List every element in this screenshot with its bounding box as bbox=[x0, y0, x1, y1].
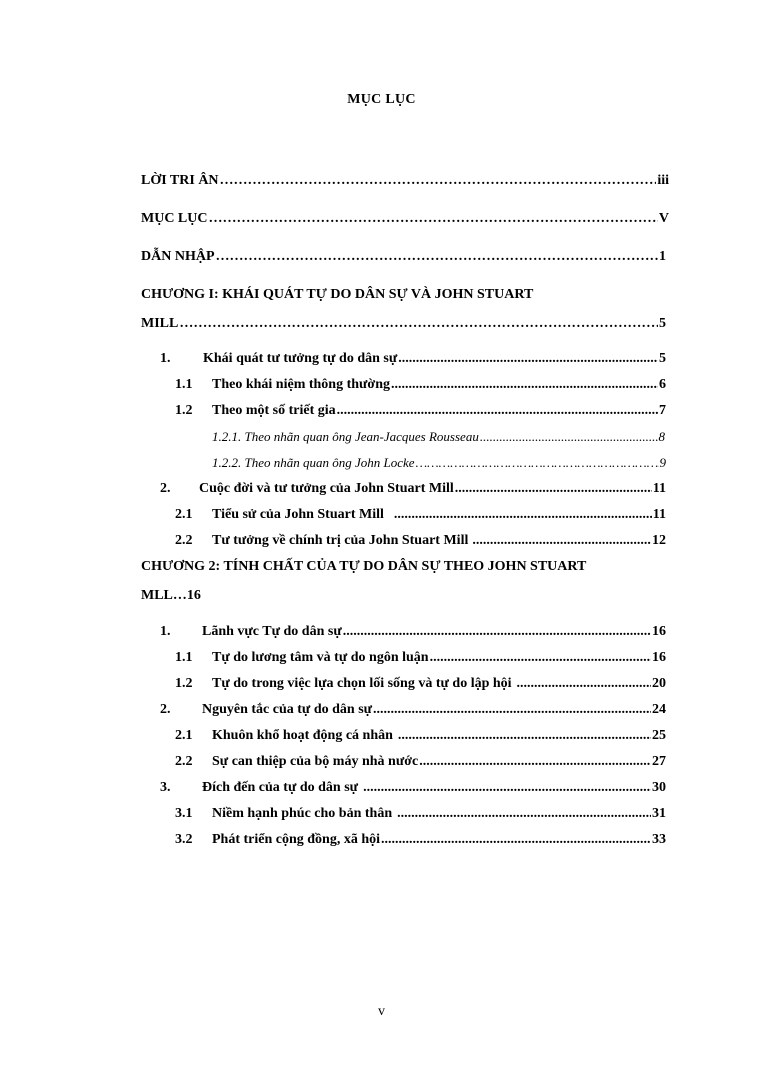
page-title: MỤC LỤC bbox=[347, 92, 416, 107]
toc-number: 1. bbox=[160, 351, 171, 366]
toc-label: Tư tưởng về chính trị của John Stuart Mill bbox=[212, 533, 469, 548]
leader-dots bbox=[363, 779, 651, 797]
chapter2-heading[interactable]: CHƯƠNG 2: TÍNH CHẤT CỦA TỰ DO DÂN SỰ THEO JOHN STUART bbox=[141, 559, 587, 574]
toc-page: 33 bbox=[652, 832, 666, 847]
toc-entry-dan-nhap[interactable] bbox=[141, 248, 666, 266]
leader-dots bbox=[394, 506, 652, 524]
leader-dots bbox=[517, 675, 651, 693]
toc-page: 11 bbox=[652, 481, 666, 496]
toc-page: iii bbox=[657, 173, 669, 188]
toc-page: 1 bbox=[659, 249, 666, 264]
toc-label: Khái quát tư tưởng tự do dân sự bbox=[203, 351, 398, 366]
toc-entry-c2-3-2[interactable] bbox=[175, 831, 666, 849]
toc-label: Khuôn khổ hoạt động cá nhân bbox=[212, 728, 393, 743]
leader-dots bbox=[455, 480, 652, 498]
toc-number: 1. bbox=[160, 624, 171, 639]
leader-dots bbox=[430, 649, 651, 667]
toc-page: 16 bbox=[652, 624, 666, 639]
toc-page: 6 bbox=[659, 377, 666, 392]
leader-dots bbox=[381, 831, 651, 849]
toc-entry-1-1[interactable] bbox=[175, 376, 666, 394]
toc-entry-2-1[interactable] bbox=[175, 506, 666, 524]
page-number-footer: v bbox=[378, 1004, 385, 1019]
toc-label: 1.2.2. Theo nhãn quan ông John Locke bbox=[212, 455, 415, 470]
toc-entry-c2-1-1[interactable] bbox=[175, 649, 666, 667]
toc-number: 1.1 bbox=[175, 377, 193, 392]
toc-label: Đích đến của tự do dân sự bbox=[202, 780, 359, 795]
toc-entry-c2-2-1[interactable] bbox=[175, 727, 666, 745]
toc-number: 2.1 bbox=[175, 728, 193, 743]
toc-page: 27 bbox=[652, 754, 666, 769]
leader-dots bbox=[337, 402, 658, 420]
toc-entry-muc-luc[interactable] bbox=[141, 210, 669, 228]
toc-entry-1-2[interactable] bbox=[175, 402, 666, 420]
toc-page: 5 bbox=[659, 316, 666, 331]
toc-label: MILL bbox=[141, 316, 179, 331]
toc-label: Tự do lương tâm và tự do ngôn luận bbox=[212, 650, 429, 665]
toc-entry-c2-3-1[interactable] bbox=[175, 805, 666, 823]
toc-number: 3. bbox=[160, 780, 171, 795]
leader-dots bbox=[480, 428, 658, 446]
toc-label: Tiểu sử của John Stuart Mill bbox=[212, 507, 384, 522]
toc-number: 2. bbox=[160, 481, 171, 496]
toc-label: MỤC LỤC bbox=[141, 211, 208, 226]
toc-number: 2.2 bbox=[175, 533, 193, 548]
chapter2-heading-cont[interactable]: MLL…16 bbox=[141, 588, 201, 603]
chapter1-heading-cont[interactable] bbox=[141, 315, 666, 333]
leader-dots bbox=[398, 350, 658, 368]
toc-page: 12 bbox=[652, 533, 666, 548]
leader-dots bbox=[398, 727, 651, 745]
toc-label: Phát triển cộng đồng, xã hội bbox=[212, 832, 381, 847]
toc-page: 30 bbox=[652, 780, 666, 795]
toc-number: 2.2 bbox=[175, 754, 193, 769]
toc-label: Lãnh vực Tự do dân sự bbox=[202, 624, 342, 639]
toc-page: 16 bbox=[652, 650, 666, 665]
toc-page: 25 bbox=[652, 728, 666, 743]
toc-label: Theo một số triết gia bbox=[212, 403, 336, 418]
toc-number: 2. bbox=[160, 702, 171, 717]
toc-label: LỜI TRI ÂN bbox=[141, 173, 219, 188]
toc-page: 31 bbox=[652, 806, 666, 821]
toc-label: 1.2.1. Theo nhãn quan ông Jean-Jacques Rousseau bbox=[212, 429, 479, 444]
toc-page: 7 bbox=[659, 403, 666, 418]
toc-page: V bbox=[658, 211, 669, 226]
leader-dots bbox=[373, 701, 651, 719]
toc-entry-c2-2[interactable] bbox=[160, 701, 666, 719]
toc-page: 5 bbox=[659, 351, 666, 366]
leader-dots bbox=[419, 753, 651, 771]
toc-label: Tự do trong việc lựa chọn lối sống và tự do lập hội bbox=[212, 676, 512, 691]
toc-number: 3.2 bbox=[175, 832, 193, 847]
toc-label: Theo khái niệm thông thường bbox=[212, 377, 390, 392]
toc-entry-loi-tri-an[interactable] bbox=[141, 172, 669, 190]
toc-label: Niềm hạnh phúc cho bản thân bbox=[212, 806, 393, 821]
leader-dots bbox=[416, 454, 659, 472]
toc-entry-1[interactable] bbox=[160, 350, 666, 368]
toc-number: 1.2 bbox=[175, 403, 193, 418]
toc-number: 1.2 bbox=[175, 676, 193, 691]
toc-entry-c2-1[interactable] bbox=[160, 623, 666, 641]
toc-page: 8 bbox=[658, 429, 665, 444]
toc-number: 2.1 bbox=[175, 507, 193, 522]
leader-dots bbox=[472, 532, 651, 550]
leader-dots bbox=[343, 623, 651, 641]
toc-entry-c2-1-2[interactable] bbox=[175, 675, 666, 693]
toc-entry-2-2[interactable] bbox=[175, 532, 666, 550]
toc-entry-1-2-2[interactable] bbox=[212, 454, 666, 472]
toc-page: 24 bbox=[652, 702, 666, 717]
toc-label: Sự can thiệp của bộ máy nhà nước bbox=[212, 754, 419, 769]
toc-number: 3.1 bbox=[175, 806, 193, 821]
toc-entry-c2-2-2[interactable] bbox=[175, 753, 666, 771]
leader-dots bbox=[391, 376, 658, 394]
toc-label: Nguyên tắc của tự do dân sự bbox=[202, 702, 373, 717]
toc-page: 11 bbox=[652, 507, 666, 522]
toc-label: Cuộc đời và tư tưởng của John Stuart Mill bbox=[199, 481, 454, 496]
toc-page: 9 bbox=[659, 455, 666, 470]
toc-number: 1.1 bbox=[175, 650, 193, 665]
leader-dots bbox=[397, 805, 651, 823]
leader-dots bbox=[209, 210, 658, 228]
chapter1-heading[interactable]: CHƯƠNG I: KHÁI QUÁT TỰ DO DÂN SỰ VÀ JOHN STUART bbox=[141, 287, 534, 302]
toc-entry-c2-3[interactable] bbox=[160, 779, 666, 797]
toc-page: 20 bbox=[652, 676, 666, 691]
toc-entry-2[interactable] bbox=[160, 480, 666, 498]
toc-entry-1-2-1[interactable] bbox=[212, 428, 665, 446]
leader-dots bbox=[220, 172, 657, 190]
leader-dots bbox=[179, 315, 658, 333]
toc-label: DẪN NHẬP bbox=[141, 249, 215, 264]
leader-dots bbox=[216, 248, 659, 266]
